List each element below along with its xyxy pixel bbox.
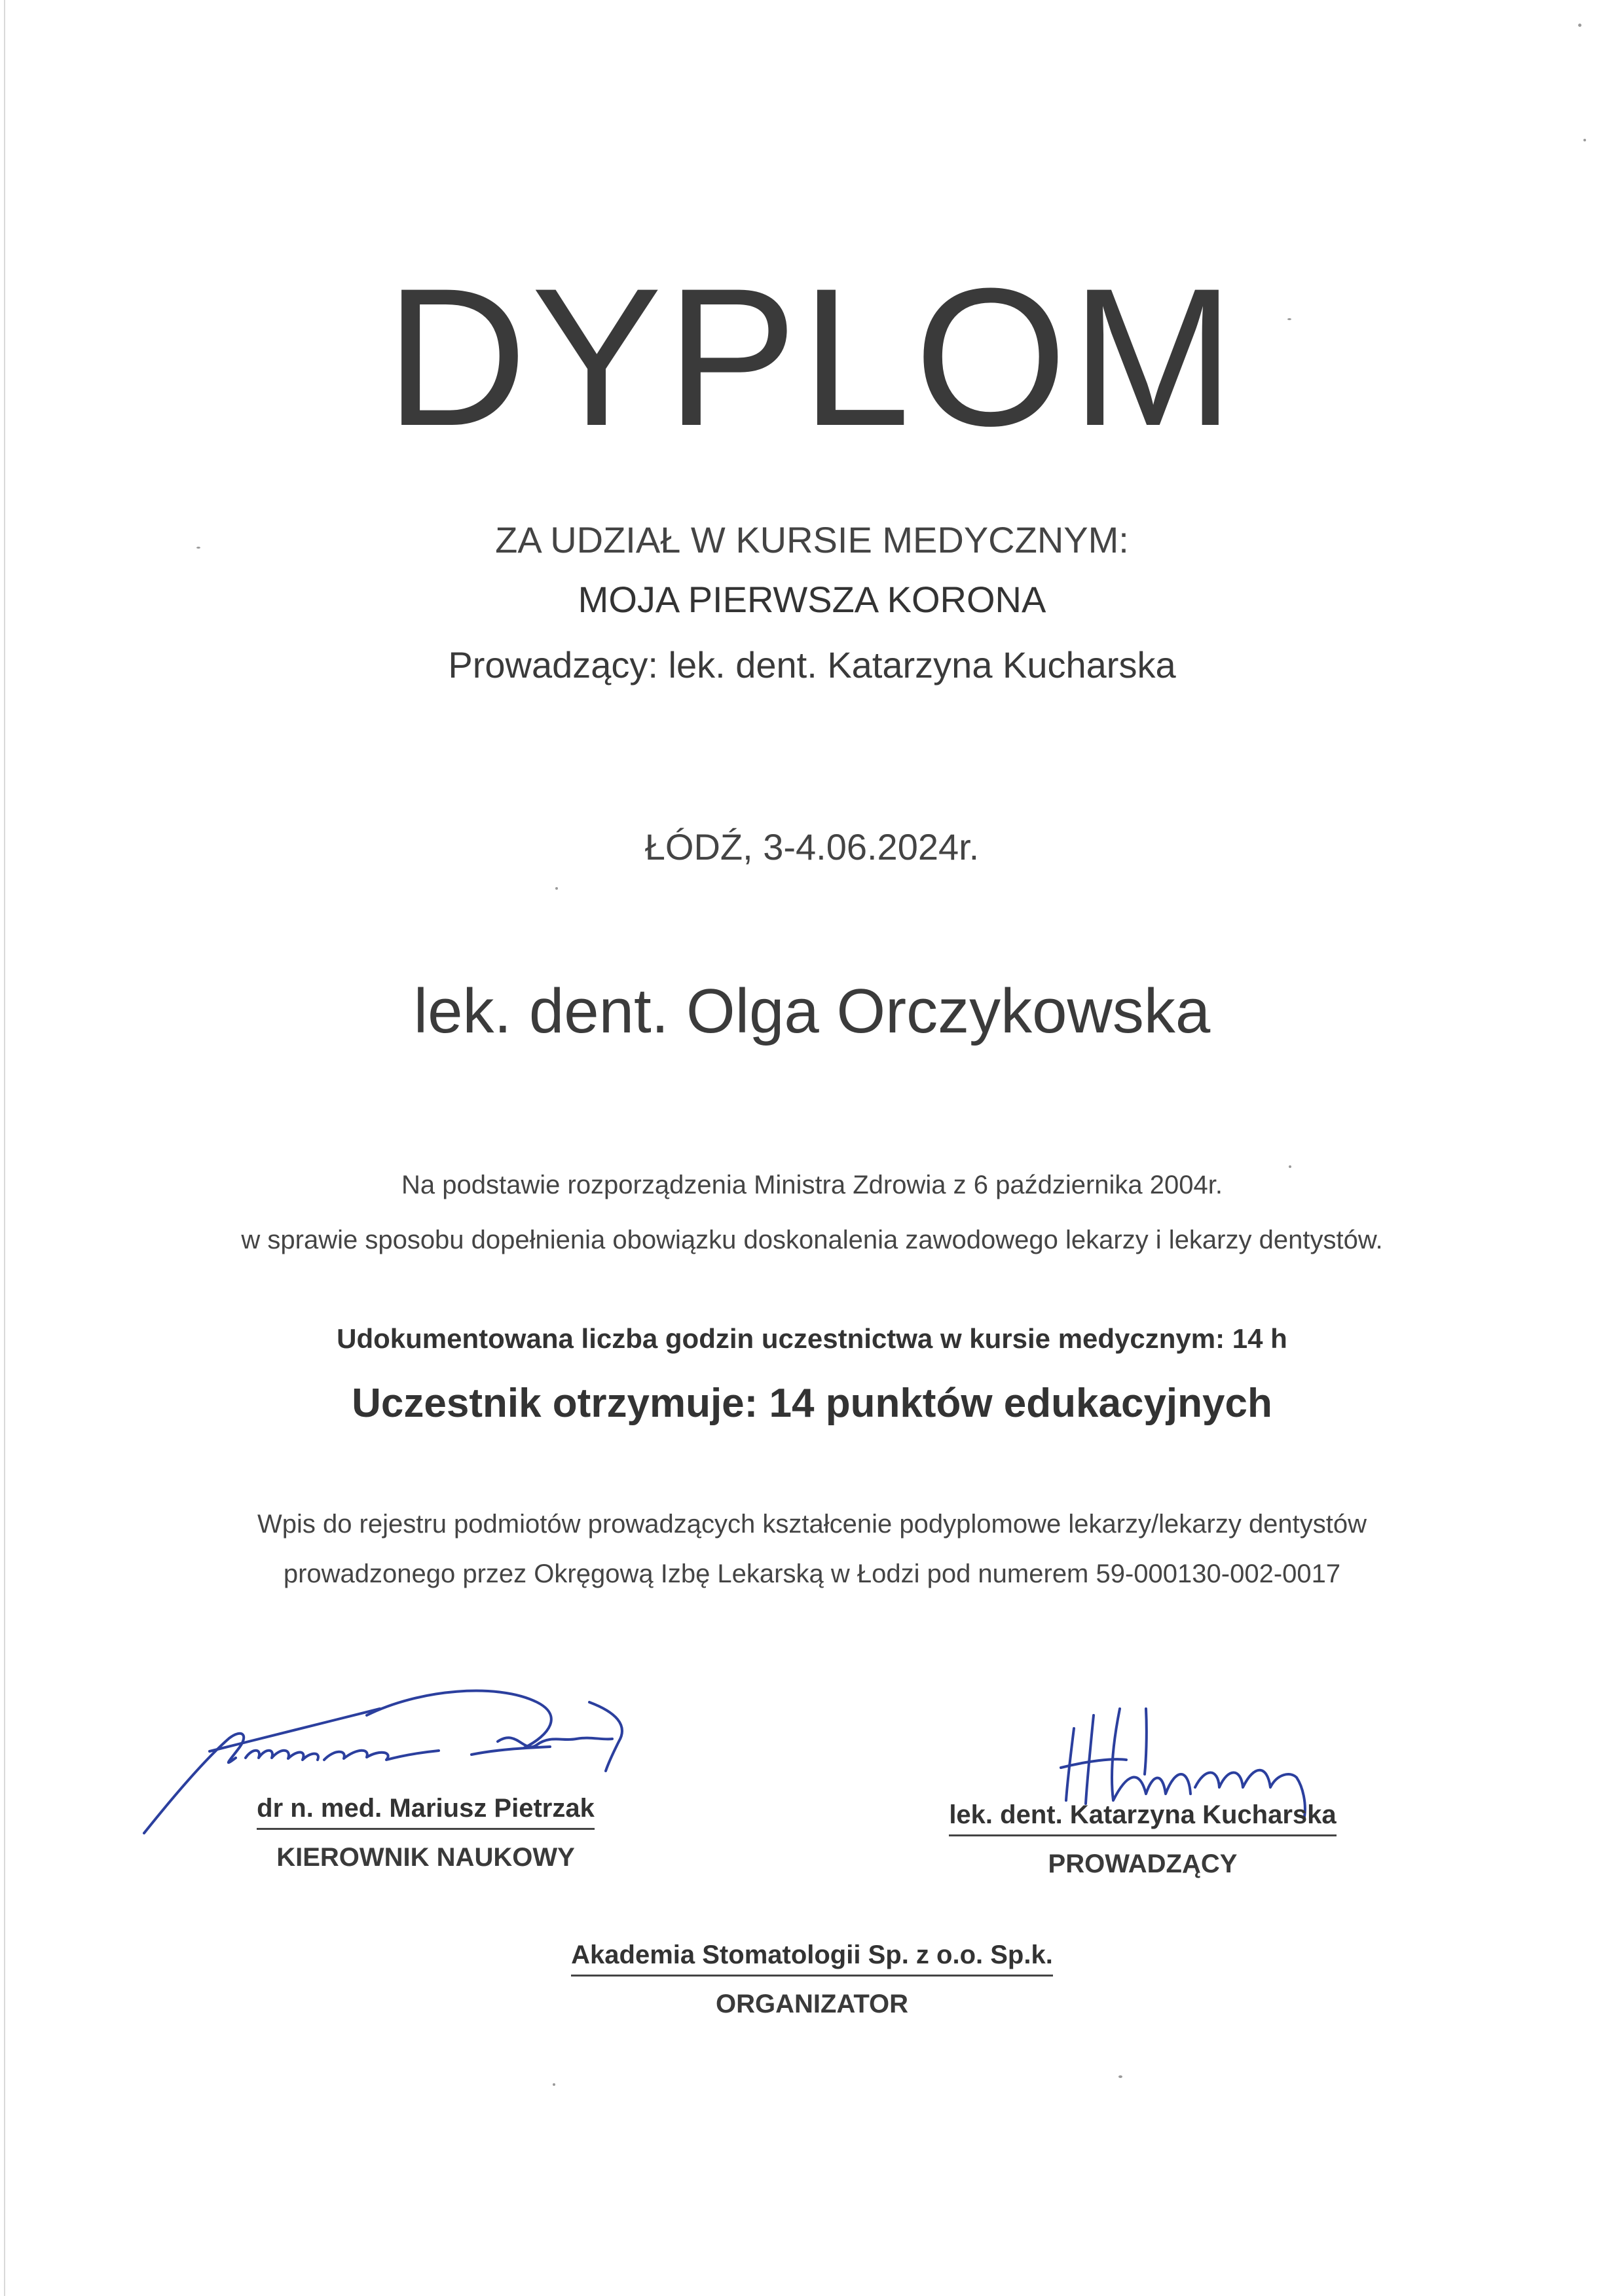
registry-line-1: Wpis do rejestru podmiotów prowadzących kształcenie podyplomowe lekarzy/lekarzy dentystów [257, 1510, 1367, 1539]
scan-speck [1578, 24, 1581, 27]
diploma-title: DYPLOM [385, 247, 1239, 467]
legal-basis-line-1: Na podstawie rozporządzenia Ministra Zdrowia z 6 października 2004r. [401, 1171, 1223, 1199]
signature-organizer [485, 1939, 1139, 2020]
organizer-name: Akademia Stomatologii Sp. z o.o. Sp.k. [571, 1939, 1053, 1977]
hours-line: Udokumentowana liczba godzin uczestnictwa w kursie medycznym: 14 h [337, 1323, 1287, 1354]
instructor-role: PROWADZĄCY [1048, 1850, 1238, 1878]
instructor-name: lek. dent. Katarzyna Kucharska [949, 1799, 1336, 1836]
course-name: MOJA PIERWSZA KORONA [578, 579, 1046, 620]
registry-line-2: prowadzonego przez Okręgową Izbę Lekarską w Łodzi pod numerem 59-000130-002-0017 [283, 1559, 1341, 1588]
scan-speck [1287, 318, 1291, 320]
participant-name: lek. dent. Olga Orczykowska [413, 976, 1211, 1046]
scan-speck [1583, 139, 1586, 141]
points-line: Uczestnik otrzymuje: 14 punktów edukacyjnych [352, 1381, 1272, 1426]
signature-scientific-head [223, 1793, 629, 1873]
scan-speck [1289, 1165, 1291, 1168]
scientific-head-role: KIEROWNIK NAUKOWY [276, 1843, 575, 1872]
organizer-role: ORGANIZATOR [715, 1990, 909, 2018]
signature-instructor [930, 1799, 1356, 1880]
scan-speck [1118, 2075, 1122, 2078]
scan-speck [196, 547, 200, 549]
legal-basis-line-2: w sprawie sposobu dopełnienia obowiązku doskonalenia zawodowego lekarzy i lekarzy dentystów. [241, 1226, 1383, 1254]
course-intro: ZA UDZIAŁ W KURSIE MEDYCZNYM: [495, 519, 1129, 560]
scan-speck [555, 887, 558, 890]
scientific-head-name: dr n. med. Mariusz Pietrzak [257, 1793, 595, 1830]
place-date: ŁÓDŹ, 3-4.06.2024r. [644, 826, 980, 867]
instructor-line: Prowadzący: lek. dent. Katarzyna Kucharska [448, 644, 1176, 685]
scan-speck [553, 2083, 555, 2086]
